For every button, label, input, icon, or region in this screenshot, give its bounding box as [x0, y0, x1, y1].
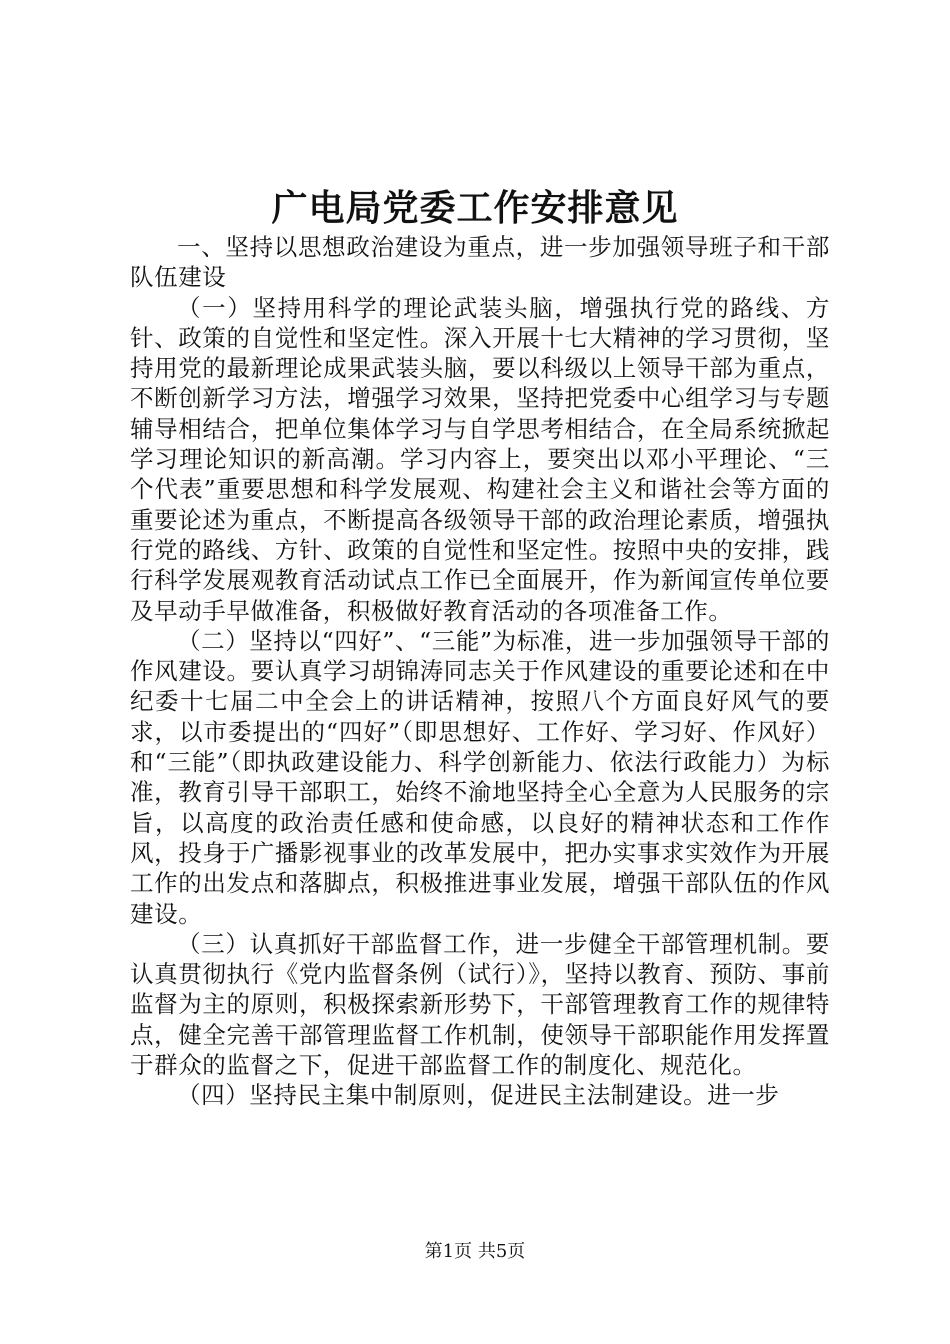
section-heading-1: 一、坚持以思想政治建设为重点，进一步加强领导班子和干部队伍建设: [130, 233, 830, 292]
document-title: 广电局党委工作安排意见: [271, 187, 679, 229]
paragraph-3: （三）认真抓好干部监督工作，进一步健全干部管理机制。要认真贯彻执行《党内监督条例（试行）》，坚持以教育、预防、事前监督为主的原则，积极探索新形势下，干部管理教育工作的规律特点，健全完善干部管理监督工作机制，使领导干部职能作用发挥置于群众的监督之下，促进干部监督工作的制度化、规范化。: [130, 929, 830, 1080]
document-body: [130, 232, 830, 1111]
paragraph-4: （四）坚持民主集中制原则，促进民主法制建设。进一步: [177, 1081, 780, 1110]
paragraph-2: （二）坚持以“四好”、“三能”为标准，进一步加强领导干部的作风建设。要认真学习胡锦涛同志关于作风建设的重要论述和在中纪委十七届二中全会上的讲话精神，按照八个方面良好风气的要求，以市委提出的“四好”（即思想好、工作好、学习好、作风好）和“三能”（即执政建设能力、科学创新能力、依法行政能力）为标准，教育引导干部职工，始终不渝地坚持全心全意为人民服务的宗旨，以高度的政治责任感和使命感，以良好的精神状态和工作作风，投身于广播影视事业的改革发展中，把办实事求实效作为开展工作的出发点和落脚点，积极推进事业发展，增强干部队伍的作风建设。: [130, 626, 830, 928]
paragraph-1: （一）坚持用科学的理论武装头脑，增强执行党的路线、方针、政策的自觉性和坚定性。深入开展十七大精神的学习贯彻，坚持用党的最新理论成果武装头脑，要以科级以上领导干部为重点，不断创新学习方法，增强学习效果，坚持把党委中心组学习与专题辅导相结合，把单位集体学习与自学思考相结合，在全局系统掀起学习理论知识的新高潮。学习内容上，要突出以邓小平理论、“三个代表”重要思想和科学发展观、构建社会主义和谐社会等方面的重要论述为重点，不断提高各级领导干部的政治理论素质，增强执行党的路线、方针、政策的自觉性和坚定性。按照中央的安排，践行科学发展观教育活动试点工作已全面展开，作为新闻宣传单位要及早动手早做准备，积极做好教育活动的各项准备工作。: [130, 293, 830, 625]
page-footer: 第1页 共5页: [424, 1241, 526, 1262]
